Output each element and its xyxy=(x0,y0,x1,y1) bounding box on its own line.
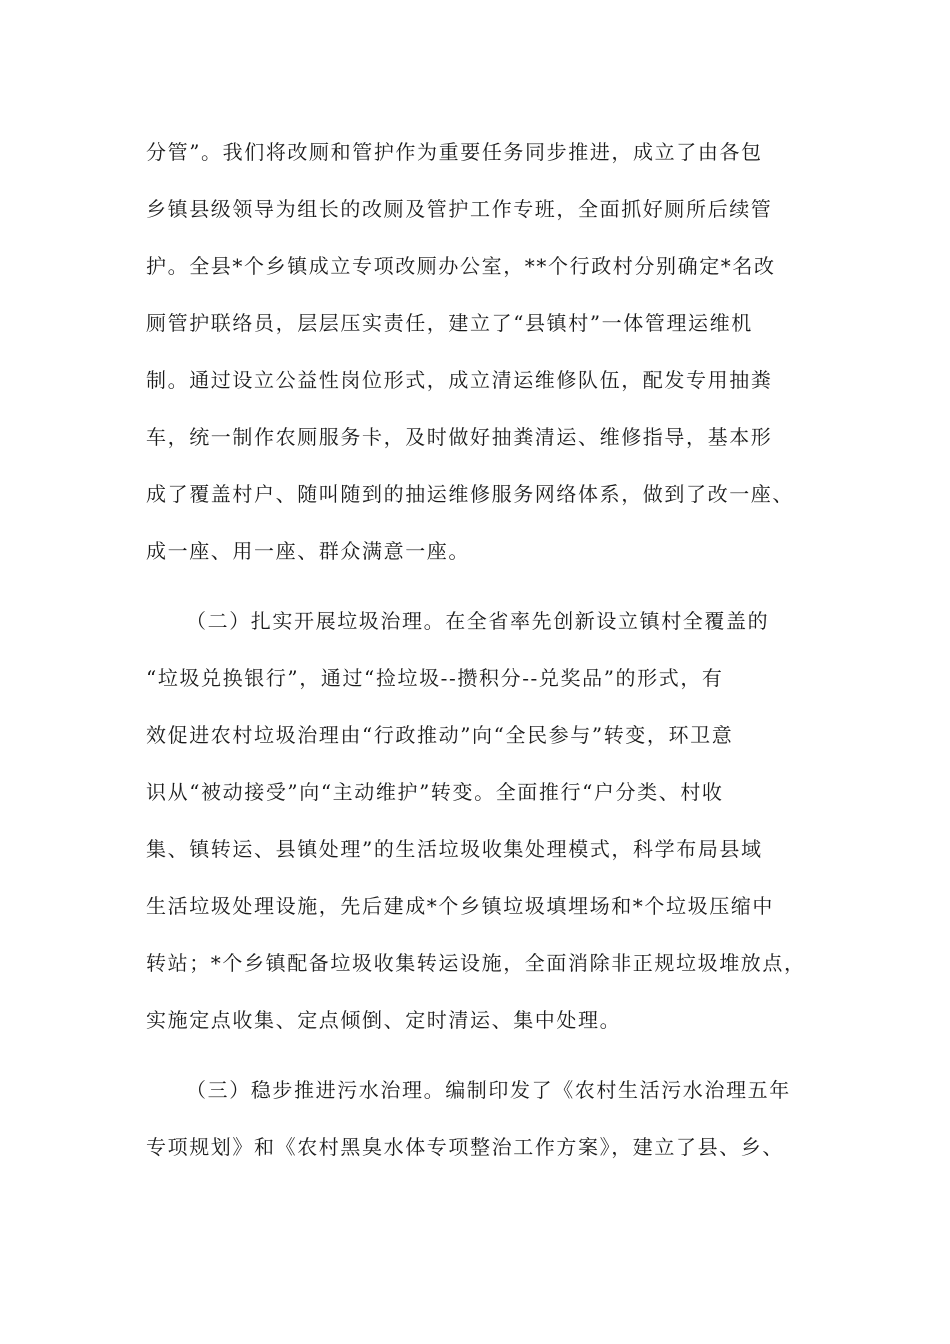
text-line: 制。通过设立公益性岗位形式，成立清运维修队伍，配发专用抽粪 xyxy=(146,368,773,392)
text-line: 成了覆盖村户、随叫随到的抽运维修服务网络体系，做到了改一座、 xyxy=(146,482,794,506)
text-line: 专项规划》和《农村黑臭水体专项整治工作方案》，建立了县、乡、 xyxy=(146,1135,784,1159)
text-line: 实施定点收集、定点倾倒、定时清运、集中处理。 xyxy=(146,1008,622,1032)
text-line: 车，统一制作农厕服务卡，及时做好抽粪清运、维修指导，基本形 xyxy=(146,425,773,449)
text-line: “垃圾兑换银行”，通过“捡垃圾--攒积分--兑奖品”的形式，有 xyxy=(146,666,724,690)
text-line: 效促进农村垃圾治理由“行政推动”向“全民参与”转变，环卫意 xyxy=(146,723,734,747)
text-line: 生活垃圾处理设施，先后建成*个乡镇垃圾填埋场和*个垃圾压缩中 xyxy=(146,894,774,918)
text-line: 分管”。我们将改厕和管护作为重要任务同步推进，成立了由各包 xyxy=(146,140,763,164)
text-line: 识从“被动接受”向“主动维护”转变。全面推行“户分类、村收 xyxy=(146,780,724,804)
paragraph-heading-line: （三）稳步推进污水治理。编制印发了《农村生活污水治理五年 xyxy=(186,1078,791,1102)
text-line: 乡镇县级领导为组长的改厕及管护工作专班，全面抓好厕所后续管 xyxy=(146,197,773,221)
text-line: 护。全县*个乡镇成立专项改厕办公室，**个行政村分别确定*名改 xyxy=(146,254,776,278)
text-line: 转站；*个乡镇配备垃圾收集转运设施，全面消除非正规垃圾堆放点， xyxy=(146,951,806,975)
text-line: 成一座、用一座、群众满意一座。 xyxy=(146,539,470,563)
paragraph-heading-line: （二）扎实开展垃圾治理。在全省率先创新设立镇村全覆盖的 xyxy=(186,609,770,633)
text-line: 集、镇转运、县镇处理”的生活垃圾收集处理模式，科学布局县域 xyxy=(146,837,763,861)
text-line: 厕管护联络员，层层压实责任，建立了“县镇村”一体管理运维机 xyxy=(146,311,753,335)
